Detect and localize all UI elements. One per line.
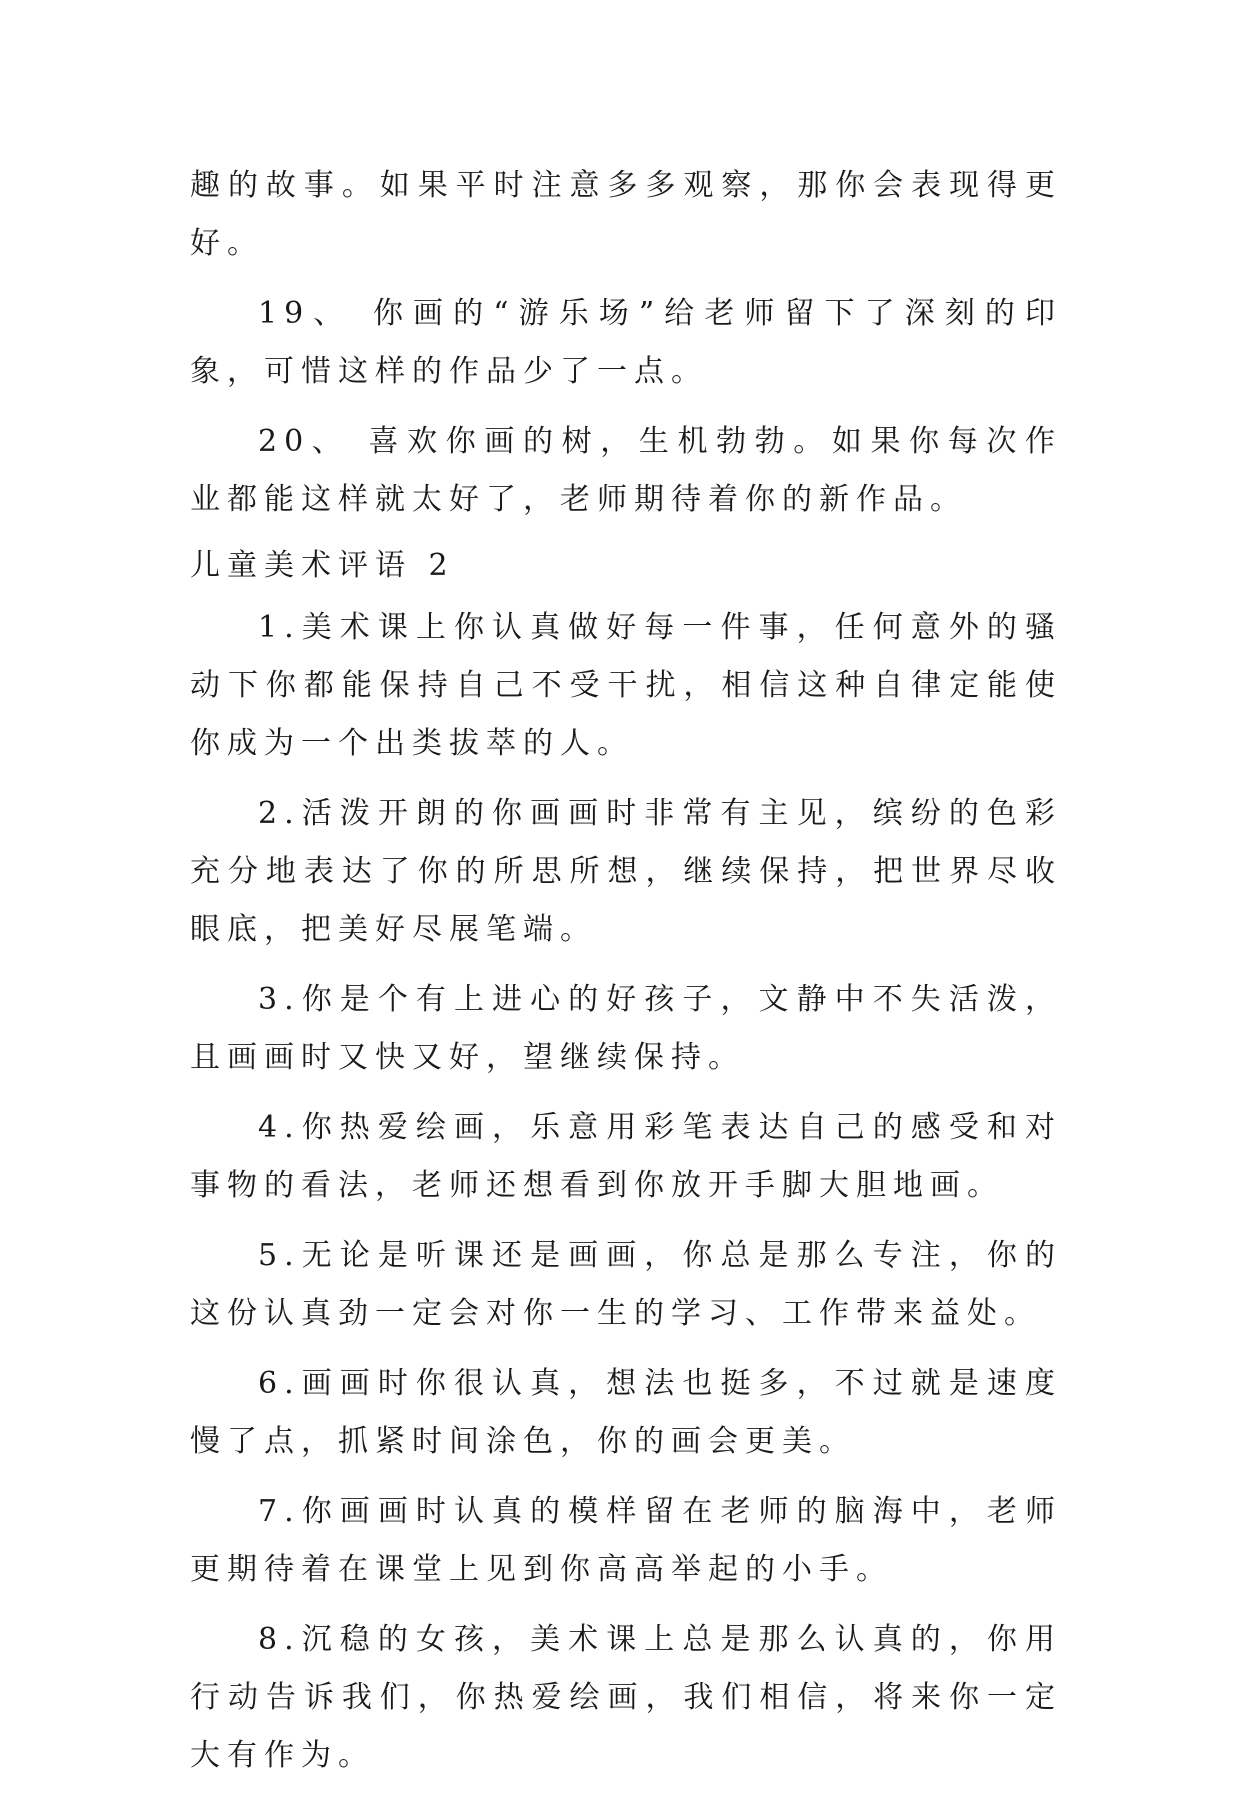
comment-item-19: 19、 你画的“游乐场”给老师留下了深刻的印象，可惜这样的作品少了一点。	[190, 296, 1062, 389]
document-body	[190, 157, 1062, 1797]
comment-item-7: 7.你画画时认真的模样留在老师的脑海中，老师更期待着在课堂上见到你高高举起的小手。	[190, 1494, 1062, 1587]
section-heading: 儿童美术评语 2	[190, 548, 455, 583]
comment-item-4: 4.你热爱绘画，乐意用彩笔表达自己的感受和对事物的看法，老师还想看到你放开手脚大胆地画。	[190, 1110, 1062, 1203]
comment-item-3: 3.你是个有上进心的好孩子，文静中不失活泼，且画画时又快又好，望继续保持。	[190, 982, 1062, 1075]
comment-item-5: 5.无论是听课还是画画，你总是那么专注，你的这份认真劲一定会对你一生的学习、工作带来益处。	[190, 1238, 1062, 1331]
paragraph-continuation: 趣的故事。如果平时注意多多观察，那你会表现得更好。	[190, 168, 1062, 261]
comment-item-8: 8.沉稳的女孩，美术课上总是那么认真的，你用行动告诉我们，你热爱绘画，我们相信，将来你一定大有作为。	[190, 1622, 1062, 1773]
comment-item-20: 20、 喜欢你画的树，生机勃勃。如果你每次作业都能这样就太好了，老师期待着你的新作品。	[190, 424, 1062, 517]
comment-item-1: 1.美术课上你认真做好每一件事，任何意外的骚动下你都能保持自己不受干扰，相信这种自律定能使你成为一个出类拔萃的人。	[190, 610, 1062, 761]
comment-item-2: 2.活泼开朗的你画画时非常有主见，缤纷的色彩充分地表达了你的所思所想，继续保持，把世界尽收眼底，把美好尽展笔端。	[190, 796, 1062, 947]
comment-item-6: 6.画画时你很认真，想法也挺多，不过就是速度慢了点，抓紧时间涂色，你的画会更美。	[190, 1366, 1062, 1459]
